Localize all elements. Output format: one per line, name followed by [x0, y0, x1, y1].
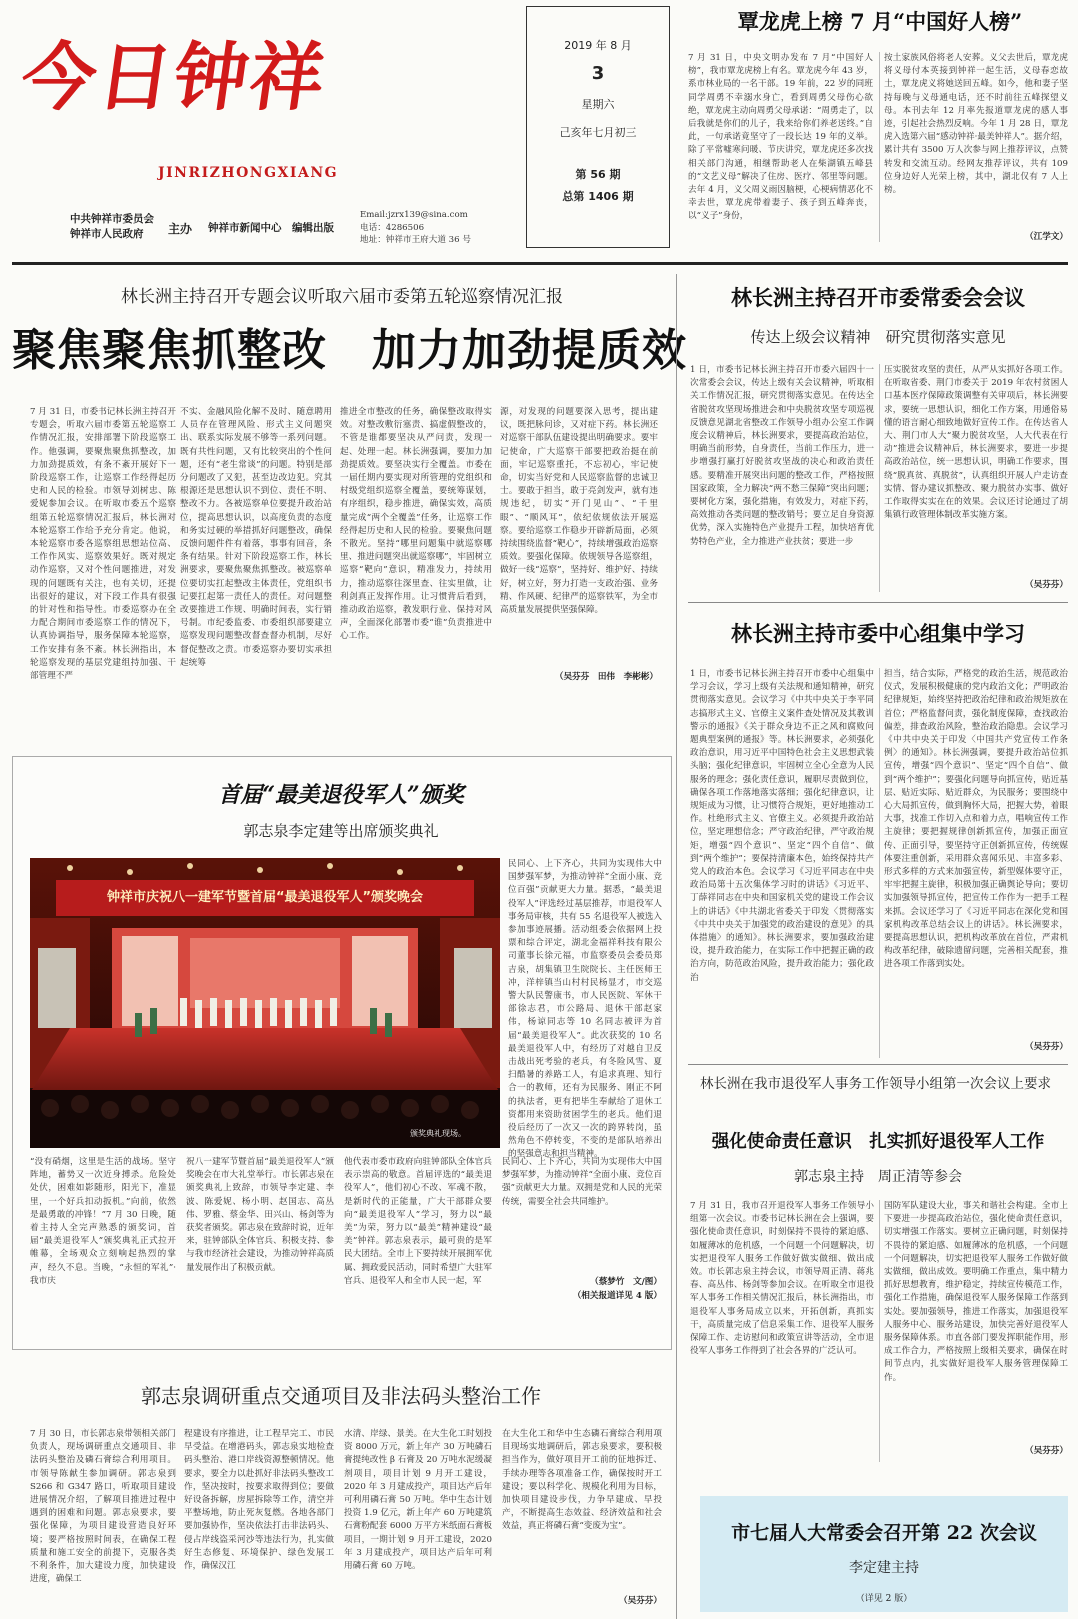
sponsor-role: 主办 [168, 222, 193, 236]
column-rule [879, 1200, 880, 1462]
award-title: 首届“最美退役军人”颁奖 [218, 782, 464, 808]
issue-number: 第 56 期 [575, 168, 621, 181]
npc-box [700, 1496, 1068, 1612]
lead-col1: 7 月 31 日，市委书记林长洲主持召开专题会，听取六届市委第五轮巡察工作情况汇报，安排部署下阶段巡察工作。他强调，要聚焦聚焦抓整改，加力加劲提质效，有条不紊开展好下一阶段巡察工作，让巡察工作经得起历史和人民的检验。市领导刘树忠、陈爱妮参加会议。在听取市委五个巡察组第五轮巡察情况汇报后，林长洲对本轮巡察工作给予充分肯定。他说，本轮巡察市委各巡察组思想站位高、工作作风实、巡察效果好。既对规定动作巡察，又对个性问题推进，对发现的问题既有关注，也有关切，还提出很好的建议，对下段工作具有很强的针对性和指导性。市委巡察办在全力配合期间市委巡察工作的情况下，认真协调指导，服务保障本轮巡察，工作安排有条不紊。林长洲指出，本轮巡察发现的基层党建组持加强、干部管理不严 [30, 407, 176, 682]
story-tan-title: 覃龙虎上榜 7 月“中国好人榜” [737, 9, 1023, 34]
date-day: 3 [591, 63, 605, 84]
award-col2: 祝八一建军节暨首届“最美退役军人”颁奖晚会在市大礼堂举行。市长郭志泉在颁奖典礼上致辞，市领导李定建、李波、陈爱妮、杨小明、赵国志、高丛伟、罗雅、蔡金华、田兴山、杨剑等为获奖者颁奖。郭志泉在致辞时说，近年来，驻钟部队全体官兵、积极支持、参与我市经济社会建设，为推动钟祥高质量发展作出了积极贡献。 [186, 1157, 334, 1273]
story-tan-col2: 按土家族风俗将老人安葬。义父去世后，覃龙虎将义母付本英接到钟祥一起生活，义母春恋故土，覃龙虎义将她送回五峰。如今，他和妻子坚持每晚与义母通电话，还不时前往五峰探望义母。本刊去年 12 月率先报道覃龙虎的感人事迹，引起社会热烈反响。今年 1 月 28 日，覃龙虎入选第六届“感动钟祥·最美钟祥人”。据介绍，累计共有 3500 万人次参与网上推荐评议，点赞转发和交流互动。经网友推荐评议，共有 109 位身边好人光荣上榜，其中，湖北仅有 7 人上榜。 [884, 53, 1068, 196]
award-photo-caption: 颁奖典礼现场。 [410, 1129, 466, 1138]
lead-col2: 不实、金融风险化解不及时、随意聘用人员存在管理风险、形式主义问题突出、联系实际发展不够等一系列问题。既有共性问题，又有比较突出的个性问题，还有“老生常谈”的问题。特别是部分问题改了又犯，甚至边改边犯。究其根源还是思想认识不到位、责任不明、整改不力。各被巡察单位要提升政治站位，提高思想认识，以高度负责的态度和务实过硬的举措抓好问题整改，确保反馈问题件件有着落，事事有回音，条条有结果。针对下阶段巡察工作，林长洲要求，要聚焦聚焦抓整改。被巡察单位要切实扛起整改主体责任，党组织书记要扛起第一责任人的责任。对问题整改要推进工作规、明确时间表，实行销号制。市纪委监委、市委组织部要建立巡察发现问题整改督查督办机制，尽好督促整改之责。市委巡察办要切实承担起统筹 [180, 407, 332, 668]
date-box [526, 6, 670, 248]
column-rule [879, 668, 880, 1058]
study-col1: 1 日，市委书记林长洲主持召开市委中心组集中学习会议，学习上级有关法规和通知精神，研究贯彻落实意见。会议学习《中共中央关于李平同志搞形式主义、官僚主义案件查处情况及其教训警示的通报》《关于群众身边不正之风和腐败问题典型案例的通报》等。林长洲要求，必须强化政治意识，用习近平中国特色社会主义思想武装头脑；强化纪律意识，牢固树立全心全意为人民服务的理念；强化责任意识，履职尽责做到位，确保各项工作落地落实落细；强化纪律意识，让规矩成为习惯，让习惯符合规矩，更好地推动工作。杜绝形式主义、官僚主义。必须提升政治站位，坚定理想信念；严守政治纪律，严守政治规矩，增强“四个意识”、坚定“四个自信”、做到“两个维护”；要保持清廉本色，始终保持共产党人的政治本色。会议学习《习近平同志在中央政治局第十五次集体学习时的讲话》《习近平、丁薛祥同志在中央和国家机关党的建设工作会议上的讲话》《中共湖北省委关于印发〈贯彻落实《中共中央关于加强党的政治建设的意见》的具体措施〉的通知》。林长洲要求，要加强政治建设，提升政治能力，在实际工作中把握正确的政治方向，防范政治风险，提升政治能力；强化政治 [690, 669, 874, 983]
standing-col1: 1 日，市委书记林长洲主持召开市委六届四十一次常委会会议，传达上级有关会议精神，听取相关工作情况汇报，研究贯彻落实意见。在传达全省脱贫攻坚现场推进会和中央脱贫攻坚专项巡视反馈意见湖北省整改工作领导小组办公室工作调度会议精神后，林长洲要求，要提高政治站位，明确当前形势，自身责任，当前工作压力，进一步增强打赢打好脱贫攻坚战的决心和政治责任感。要精准开展突出问题的整改工作，严格按照国家政策，全力解决“两不愁三保障”突出问题；要树化方案，强化措施，有效发力，对症下药，高效推动各类问题的整改销号；要立足自身资源优势，深入实施特色产业提升工程，加快培育优势特色产业，全力推进产业扶贫；要进一步 [690, 365, 874, 547]
transport-col1: 7 月 30 日，市长郭志泉带领相关部门负责人，现场调研重点交通项目、非法码头整治及磷石膏综合利用项目。市领导陈献生参加调研。郭志泉到 S266 和 G347 路口，听取项目建设进展情况介绍，了解项目推进过程中遇到的困难和问题。郭志泉要求，要强化保障，为项目建设营造良好环境；要严格按照时间表，在确保工程质量和施工安全的前提下，克服各类不利条件，加大建设力度，加快建设进度，确保工 [30, 1429, 176, 1585]
veterans-col1: 7 月 31 日，我市召开退役军人事务工作领导小组第一次会议。市委书记林长洲在会上强调，要强化使命责任意识，时刻保持不畏待的紧迫感、如履薄冰的危机感，一个问题一个问题解决，切实把退役军人服务工作做好做实做细、做出成效。市长郭志泉主持会议，市领导周正清、蒋兆春、高丛伟、杨剑等参加会议。在听取全市退役军人事务工作相关情况汇报后，林长洲指出，市退役军人事务局成立以来，开拓创新，真抓实干，高质量完成了信息采集工作、退役军人服务保障工作、走访慰问和政策宣讲等活动，全市退役军人事务工作得到了社会各界的广泛认可。 [690, 1201, 874, 1357]
date-year-month: 2019 年 8 月 [564, 39, 632, 52]
masthead-pinyin: JINRIZHONGXIANG [158, 165, 339, 181]
story-tan-col1: 7 月 31 日，中央文明办发布 7 月“中国好人榜”，我市覃龙虎榜上有名。覃龙虎今年 43 岁，系市林业局的一名干部。19 年前，22 岁的同班同学周勇不幸溺水身亡，看到周勇父母伤心欲绝，覃龙虎主动向周勇父母承诺：“周勇走了，以后我就是你们的儿子，我来给你们养老送终。”自此，一句承诺竟坚守了一段长达 19 年的义举。除了平常嘘寒问暖、节庆讲究，覃龙虎还多次找相关部门沟通，相继帮助老人在柴湖镇五峰县的“文艺义母”解决了住房、医疗、邻里等问题。去年 4 月，义父周义雨因脑梗，心梗病情恶化不幸去世，覃龙虎带着妻子、孩子到五峰奔丧，以“义子”身份， [688, 53, 873, 222]
masthead-logo: 今日钟祥 [15, 35, 333, 121]
sponsor-block [70, 212, 154, 242]
study-byline: （吴芬芬） [1025, 1042, 1068, 1052]
award-right-col: 民同心、上下齐心，共同为实现伟大中国梦强军梦，为推动钟祥“全面小康、竞位百强”贡献更大力量。据悉，“最美退役军人”评选经过基层推荐，市退役军人事务局审核，共有 55 名退役军人被选入参加事迹展播。活动组委会依据网上投票和综合评定，湖北金福祥科技有限公司董事长徐元福，市监察委员会委员郑吉泉，胡集镇卫生院院长、主任医师王冲，洋梓镇当山村村民杨显才，市交巡警大队民警康书，市人民医院、军休干部徐志君，市公路局、退休干部赵家伟，杨谅同志等 10 名同志被评为首届“最美退役军人”。此次获奖的 10 名最美退役军人中，有经历了对越自卫反击战出死考验的老兵，有冬险风雪、夏扫酷暑的养路工人，有追求真理、知行合一的教师，还有为民服务、刚正不阿的执法者，更有把毕生奉献给了退休工资都用来资助贫困学生的老兵。他们退役后经历了一次又一次的跨界转岗，虽然角色不停转变，不变的是部队培养出的坚强意志和担当精神。 [508, 859, 662, 1160]
date-weekday: 星期六 [581, 98, 615, 111]
sponsor-line1: 中共钟祥市委员会 [70, 213, 154, 225]
column-rule [879, 52, 880, 242]
veterans-byline: （吴芬芬） [1025, 1446, 1068, 1456]
contact-block [360, 209, 471, 247]
transport-title: 郭志泉调研重点交通项目及非法码头整治工作 [141, 1384, 541, 1408]
standing-byline: （吴芬芬） [1025, 580, 1068, 590]
study-title: 林长洲主持市委中心组集中学习 [731, 621, 1025, 646]
npc-sub: 李定建主持 [849, 1560, 919, 1576]
standing-title: 林长洲主持召开市委常委会会议 [731, 285, 1025, 310]
publisher: 钟祥市新闻中心 编辑出版 [208, 222, 334, 234]
lead-byline: （吴芬芬 田伟 李彬彬） [554, 672, 658, 682]
transport-col4: 在大生化工和华中生态磷石膏综合利用项目现场实地调研后，郭志泉要求，要积极担当作为，做好项目开工前的征地拆迁、手续办理等各项准备工作，确保按时开工建设；要以科学化、规模化利用为目标，加快项目建设步伐，力争早建成、早投产，不断提高生态效益、经济效益和社会效益，真正将磷石膏“变废为宝”。 [502, 1429, 662, 1532]
npc-title: 市七届人大常委会召开第 22 次会议 [731, 1522, 1037, 1544]
award-banner-text: 钟祥市庆祝八一建军节暨首届“最美退役军人”颁奖晚会 [106, 890, 424, 905]
veterans-sub: 郭志泉主持 周正清等参会 [794, 1169, 962, 1185]
contact-phone: 电话：4286506 [360, 222, 425, 233]
award-col4: 民同心、上下齐心，共同为实现伟大中国梦强军梦，为推动钟祥“全面小康、竞位百强”贡献更大力量。双拥是党和人民的光荣传统，需要全社会共同维护。 [502, 1157, 662, 1207]
issue-total: 总第 1406 期 [562, 190, 634, 203]
veterans-kicker: 林长洲在我市退役军人事务工作领导小组第一次会议上要求 [700, 1076, 1051, 1092]
lead-title: 聚焦聚焦抓整改 加力加劲提质效 [12, 325, 687, 376]
rule [688, 1064, 1068, 1065]
standing-col2: 压实脱贫攻坚的责任，从严从实抓好各项工作。在听取省委、荆门市委关于 2019 年农村贫困人口基本医疗保障政策调整有关审项后，林长洲要求，要统一思想认识，细化工作方案，用通俗易懂的语言耐心细致地做好宣传工作。在传达省人大、荆门市人大“聚力脱贫攻坚，人大代表在行动”推进会议精神后，林长洲要求，要进一步提高政治站位，统一思想认识，明确工作要求，围绕“脱真贫、真脱贫”，认真组织开展人户走访查实情、督办建议抓整改、聚力脱贫办实事、做好工作取得实实在在的效果。会议还讨论通过了胡集镇行政管理体制改革实施方案。 [884, 365, 1068, 521]
section-divider [676, 274, 677, 1619]
contact-email[interactable]: Email:jzrx139@sina.com [360, 210, 468, 220]
column-rule [879, 364, 880, 592]
award-see-more: （相关报道详见 4 版） [572, 1291, 662, 1301]
lead-col3: 推进全市整改的任务，确保整改取得实效。对整改敷衍塞责、搞虚假整改的，不管是谁都要坚决从严问责，发现一起、处理一起。林长洲强调，要加力加劲提质效。要坚决实行全覆盖。市委在一届任期内要实现对所管理的党组织和村级党组织巡察全覆盖，要统筹谋划，有序组织，稳步推进，确保实效，高质量完成“两个全覆盖”任务，让巡察工作经得起历史和人民的检验。要聚焦问题不散光。坚持“哪里问题集中就巡察哪里、推进问题突出就巡察哪”，牢固树立巡察“靶向”意识，精准发力，持续用力，推动巡察往深里查、往实里做，让利剑真正发挥作用。让习惯背后看到，推动政治巡察，教发职行业、保持对风声，全面深化部署市委“谁”负责推进中心工作。 [340, 407, 492, 642]
award-col1: “没有硝烟，这里是生活的战场。坚守阵地，蓄势又一次近身搏杀。危险处处伏，困难如影随形，阳光下，准显里，一个好兵扣动扳机。”向前，依然是最勇敢的冲锋！”7 月 30 日晚，随着主持人全完声熟悉的颁奖词，首届“最美退役军人”颁奖典礼正式拉开帷幕，全场观众立刻响起热烈的掌声，经久不息。当晚，“永恒的军礼”·我市庆 [30, 1157, 176, 1286]
date-lunar: 己亥年七月初三 [559, 126, 637, 139]
story-tan-byline: （江学文） [1025, 232, 1068, 242]
sponsor-line2: 钟祥市人民政府 [70, 228, 144, 240]
lead-subtitle: 林长洲主持召开专题会议听取六届市委第五轮巡察情况汇报 [121, 287, 563, 307]
award-col3: 他代表市委市政府向驻钟部队全体官兵表示崇高的敬意。首届评选的“最美退役军人”，他们初心不改、军魂不散，是新时代的正能量，广大干部群众要向“最美退役军人”学习，努力以“最美”为荣，努力以“最美”精神建设“最美”钟祥。郭志泉表示，最可贵的是军民大团结。全市上下要持续开展拥军优属、拥政爱民活动，同时希望广大驻军官兵、退役军人和全市人民一起，军 [344, 1157, 492, 1286]
npc-see: （详见 2 版） [855, 1594, 913, 1604]
rule [688, 602, 1068, 603]
transport-col3: 水清、岸绿、景美。在大生化工时划投资 8000 万元，新上年产 30 万吨磷石膏提纯改性 β 石膏及 20 万吨水泥缓凝剂项目，项目计划 9 月开工建设，2020 年 3 月建成投产，项目达产后年可利用磷石膏 50 万吨。华中生态计划投资 1.9 亿元，新上年产 60 万吨建筑石膏粉配套 6000 万平方米纸面石膏板项目，一期计划 9 月开工建设，2020 年 3 月建成投产，项目达产后年可利用磷石膏 60 万吨。 [344, 1429, 492, 1572]
veterans-title: 强化使命责任意识 扎实抓好退役军人工作 [711, 1132, 1045, 1152]
lead-col4: 源，对发现的问题要深入思考，提出建议，既把脉问诊，又对症下药。林长洲还对巡察干部队伍建设提出明确要求。要牢记使命，广大巡察干部要把政治挺在前面，牢记巡察重托，不忘初心，牢记使命，切实当好党和人民巡察监督的忠诚卫士。要敢于担当，敢于亮剑发声，就有违规违纪，切实“开门见山”、“千里眼”、“顺风耳”，依纪依规依法开展巡察。要给巡察工作稳步开辟新局面，必须持续围绕监督“靶心”，持续增强政治巡察质效。要强化保障。依规领导各巡察组，做好一线“巡察”，坚持好、维护好、持续好，树立好，努力打造一支政治强、业务精、作风硬、纪律严的巡察铁军，为全市高质量发展提供坚强保障。 [500, 407, 658, 616]
study-col2: 担当，结合实际，严格党的政治生活，规范政治仪式，发展积极健康的党内政治文化；严明政治纪律规矩，始终坚持把政治纪律和政治规矩放在首位；严格监督问责，强化制度保障，查找政治偏差，排查政治风险，整治政治隐患。会议学习《中共中央关于印发〈中国共产党宣传工作条例〉的通知》。林长洲强调，要提升政治站位抓宣传，增强“四个意识”、坚定“四个自信”、做到“两个维护”；要强化问题导向抓宣传，贴近基层、贴近实际、贴近群众，为民服务；要围绕中心大局抓宣传，做到胸怀大局，把握大势，着眼大事，找准工作切入点和着力点，唱响宣传工作主旋律；要把握规律创新抓宣传，加强正面宣传、正面引导，要坚持守正创新抓宣传，传统媒体要注重创新，采用群众喜闻乐见、丰富多彩、形式多样的方式来加强宣传，新型媒体要守正，牢牢把握主旋律，积极加强正确舆论导向；要切实加强领导抓宣传，把宣传工作作为一把手工程来抓。会议还学习了《习近平同志在深化党和国家机构改革总结会议上的讲话》。林长洲要求，要提高思想认识，把机构改革放在首位，严肃机构改革纪律，破除遗留问题，完善相关配套，推进各项工作落到实处。 [884, 669, 1068, 970]
transport-byline: （吴芬芬） [619, 1596, 662, 1606]
veterans-col2: 国防军队建设大业，事关和谐社会构建。全市上下要进一步提高政治站位，强化使命责任意识，切实增强工作落实。要树立正确问题，时刻保持不畏待的紧迫感、如履薄冰的危机感，一个问题一个问题解决，切实把退役军人服务工作做好做实做细，做出成效。要明确工作重点，集中精力抓好思想教育，维护稳定，持续宣传模范工作，强化工作措施，确保退役军人服务保障工作落到实处。要加强领导，推进工作落实，加强退役军人服务中心、服务站建设，加快完善好退役军人服务保障体系。市直各部门要发挥职能作用，形成工作合力，严格按照上级相关要求，确保在时间节点内，扎实做好退役军人服务管理保障工作。 [884, 1201, 1068, 1383]
award-photo [30, 858, 500, 1148]
award-subtitle: 郭志泉李定建等出席颁奖典礼 [243, 822, 439, 840]
award-byline: （蔡梦竹 文/图） [590, 1277, 662, 1287]
standing-subtitle: 传达上级会议精神 研究贯彻落实意见 [750, 328, 1006, 346]
transport-col2: 程建设有序推进，让工程早完工、市民早受益。在增港码头，郭志泉实地检查码头整治、港口岸线资源整顿情况。他要求，要全力以赴抓好非法码头整改工作，坚决按时，按要求取得到位；要做好设备拆解，房屋拆除等工作，清空并平整场地，防止死灰复燃。各地各部门要加强协作，坚决依法打击非法码头、侵占岸线盗采河沙等违法行为，扎实做好生态修复、环境保护、绿色发展工作，确保汉江 [184, 1429, 334, 1572]
contact-address: 地址：钟祥市王府大道 36 号 [360, 235, 471, 245]
masthead-rule [12, 262, 1068, 265]
